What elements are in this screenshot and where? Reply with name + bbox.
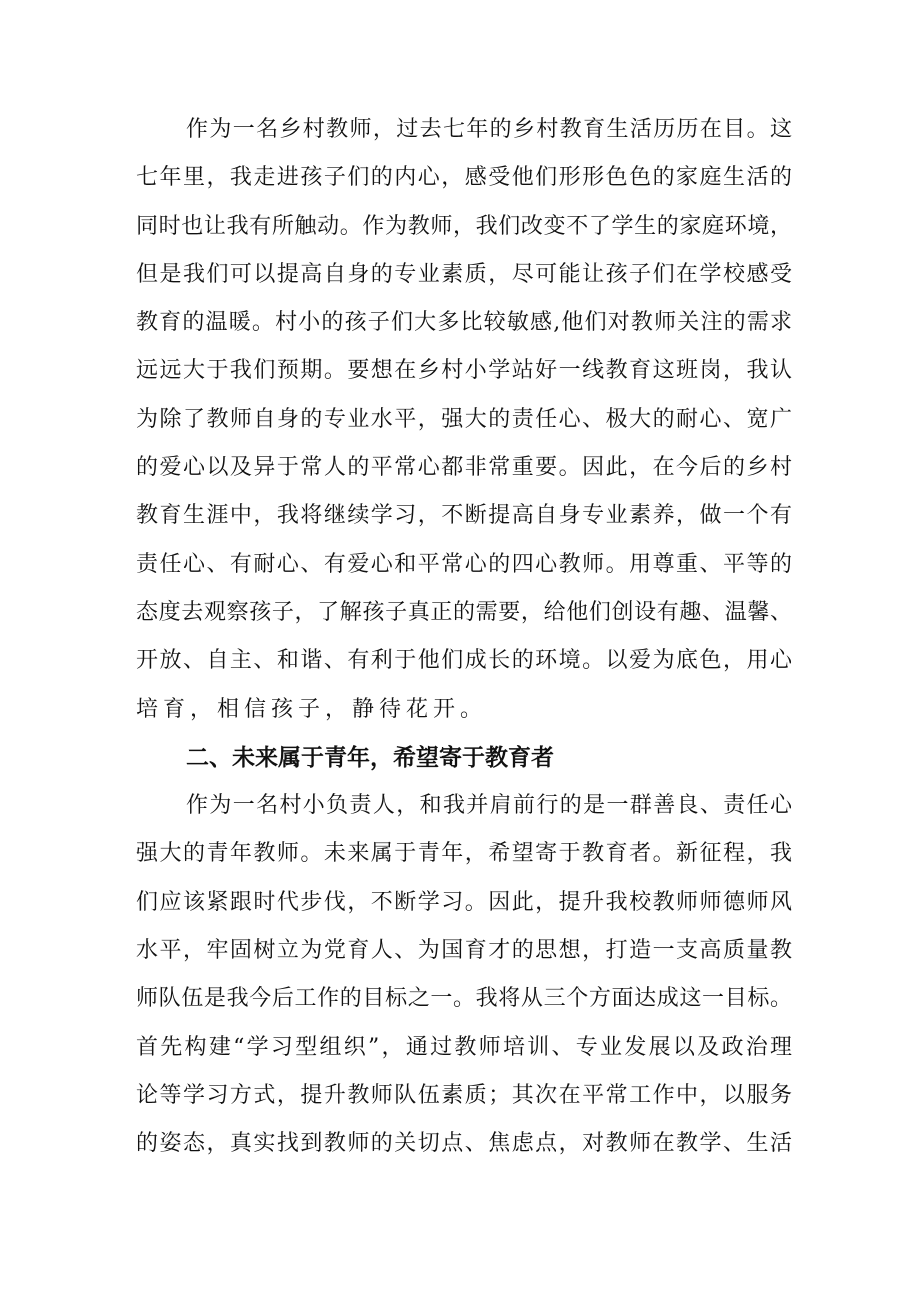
- text-line: 作为一名村小负责人，和我并肩前行的是一群善良、责任心: [186, 793, 792, 819]
- text-line: 水平，牢固树立为党育人、为国育才的思想，打造一支高质量教: [136, 938, 792, 964]
- text-line: 们应该紧跟时代步伐，不断学习。因此，提升我校教师师德师风: [136, 889, 792, 915]
- section-heading: 二、未来属于青年，希望寄于教育者: [186, 744, 554, 771]
- text-line: 教育的温暖。村小的孩子们大多比较敏感,他们对教师关注的需求: [136, 310, 792, 336]
- text-line: 的姿态，真实找到教师的关切点、焦虑点，对教师在教学、生活: [136, 1131, 792, 1157]
- text-line: 责任心、有耐心、有爱心和平常心的四心教师。用尊重、平等的: [136, 551, 792, 577]
- text-line: 作为一名乡村教师，过去七年的乡村教育生活历历在目。这: [186, 117, 792, 142]
- text-line: 七年里，我走进孩子们的内心，感受他们形形色色的家庭生活的: [136, 165, 792, 191]
- text-line: 同时也让我有所触动。作为教师，我们改变不了学生的家庭环境，: [136, 213, 792, 239]
- paragraph-2: [136, 782, 792, 1168]
- text-line: 培育，相信孩子，静待花开。: [136, 696, 488, 722]
- text-line: 首先构建“学习型组织”，通过教师培训、专业发展以及政治理: [136, 1034, 792, 1060]
- text-line: 师队伍是我今后工作的目标之一。我将从三个方面达成这一目标。: [136, 986, 792, 1012]
- text-line: 教育生涯中，我将继续学习，不断提高自身专业素养，做一个有: [136, 503, 792, 529]
- text-line: 远远大于我们预期。要想在乡村小学站好一线教育这班岗，我认: [136, 358, 792, 384]
- text-line: 为除了教师自身的专业水平，强大的责任心、极大的耐心、宽广: [136, 406, 792, 432]
- text-line: 的爱心以及异于常人的平常心都非常重要。因此，在今后的乡村: [136, 455, 792, 481]
- paragraph-1: [136, 106, 792, 734]
- text-line: 强大的青年教师。未来属于青年，希望寄于教育者。新征程，我: [136, 841, 792, 867]
- text-line: 开放、自主、和谐、有利于他们成长的环境。以爱为底色，用心: [136, 648, 792, 674]
- text-line: 论等学习方式，提升教师队伍素质；其次在平常工作中，以服务: [136, 1082, 792, 1108]
- document-body: [136, 106, 792, 1169]
- text-line: 但是我们可以提高自身的专业素质，尽可能让孩子们在学校感受: [136, 261, 792, 287]
- text-line: 态度去观察孩子，了解孩子真正的需要，给他们创设有趣、温馨、: [136, 599, 792, 625]
